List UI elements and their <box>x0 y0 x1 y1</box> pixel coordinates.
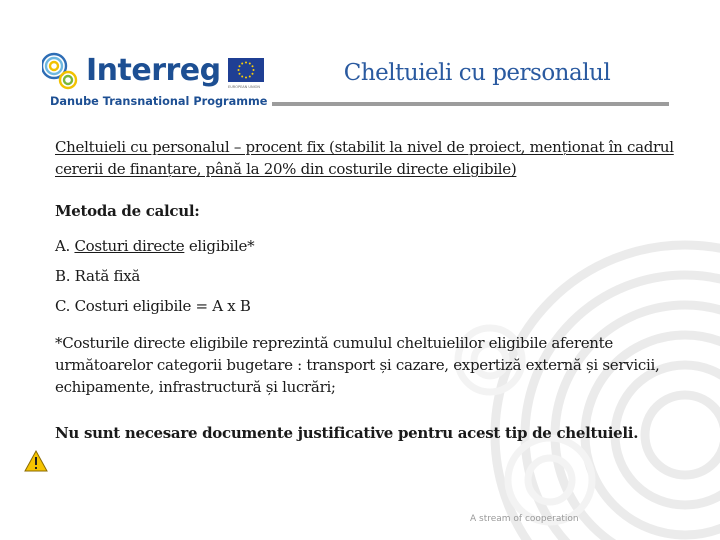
line-a-prefix: A. <box>55 237 75 255</box>
method-heading: Metoda de calcul: <box>55 202 200 220</box>
formula-line-b: B. Rată fixă <box>55 267 141 285</box>
warning-paragraph: Nu sunt necesare documente justificative pentru acest tip de cheltuieli. <box>55 424 639 442</box>
footnote-paragraph: *Costurile directe eligibile reprezintă cumulul cheltuielilor eligibile aferente următoarelor categorii bugetare : transport și cazare, expertiză externă și servicii, echipamente, infrastructură și lucrări; <box>55 334 660 396</box>
logo-subtitle: Danube Transnational Programme <box>50 95 268 108</box>
intro-paragraph: Cheltuieli cu personalul – procent fix (stabilit la nivel de proiect, menționat în cadrul cererii de finanțare, până la 20% din costurile directe eligibile) <box>55 138 674 178</box>
eu-flag-icon <box>228 58 264 82</box>
interreg-swirl-icon <box>42 50 82 94</box>
line-a-suffix: eligibile* <box>184 237 255 255</box>
formula-line-a <box>55 235 254 257</box>
footer-tagline: A stream of cooperation <box>470 514 579 524</box>
formula-line-c: C. Costuri eligibile = A x B <box>55 297 251 315</box>
title-underline-rule <box>272 102 669 106</box>
warning-triangle-icon <box>24 449 48 473</box>
slide-title: Cheltuieli cu personalul <box>343 60 611 86</box>
line-a-underlined: Costuri directe <box>74 237 185 255</box>
flag-caption: EUROPEAN UNION <box>228 85 260 89</box>
interreg-logo <box>42 48 270 112</box>
logo-wordmark: Interreg <box>86 53 221 88</box>
